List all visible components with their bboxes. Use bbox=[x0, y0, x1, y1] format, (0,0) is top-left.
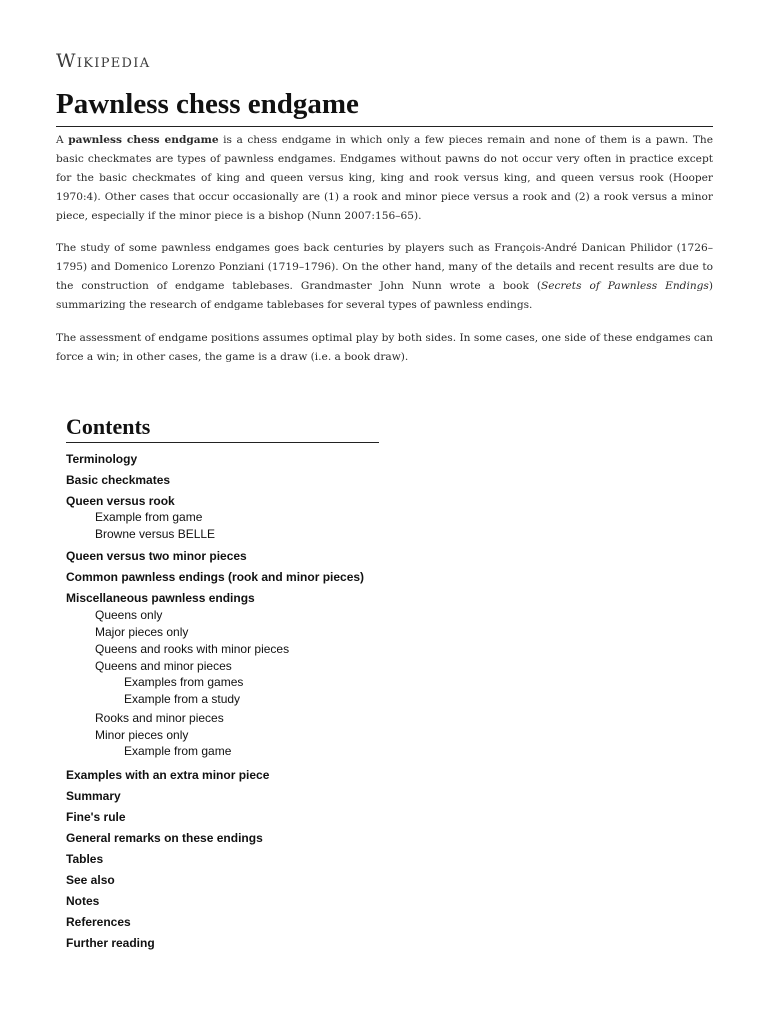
toc-title: Contents bbox=[66, 413, 379, 443]
p2-book-title: Secrets of Pawnless Endings bbox=[541, 280, 709, 292]
toc-item-miscellaneous-pawnless-endings[interactable]: Miscellaneous pawnless endings bbox=[66, 591, 255, 605]
toc-item-browne-versus-belle[interactable]: Browne versus BELLE bbox=[95, 527, 216, 541]
toc-item-further-reading[interactable]: Further reading bbox=[66, 936, 155, 950]
toc-item-summary[interactable]: Summary bbox=[66, 789, 121, 803]
toc-item-queens-and-minor-pieces[interactable]: Queens and minor pieces bbox=[95, 659, 232, 673]
p1-bold-term: pawnless chess endgame bbox=[68, 134, 219, 146]
intro-paragraph-3: The assessment of endgame positions assumes optimal play by both sides. In some cases, one side of these endgames can force a win; in other cases, the game is a draw (i.e. a book draw). bbox=[56, 332, 713, 363]
wikipedia-logo[interactable]: Wikipedia bbox=[56, 50, 151, 72]
page-title: Pawnless chess endgame bbox=[56, 86, 713, 127]
toc-item-fines-rule[interactable]: Fine's rule bbox=[66, 810, 126, 824]
toc-item-example-from-a-study[interactable]: Example from a study bbox=[124, 692, 241, 706]
toc-item-example-from-game-2[interactable]: Example from game bbox=[124, 744, 232, 758]
toc-item-terminology[interactable]: Terminology bbox=[66, 452, 138, 466]
toc-item-common-pawnless-endings[interactable]: Common pawnless endings (rook and minor pieces) bbox=[66, 570, 365, 584]
toc-item-minor-pieces-only[interactable]: Minor pieces only bbox=[95, 728, 189, 742]
toc-item-example-from-game[interactable]: Example from game bbox=[95, 510, 203, 524]
toc-item-queen-versus-rook[interactable]: Queen versus rook bbox=[66, 494, 175, 508]
toc-item-queens-only[interactable]: Queens only bbox=[95, 608, 163, 622]
p2-before: The study of some pawnless endgames goes back centuries by players such as François-André Danican Philidor (1726–1795) and Domenico Lorenzo Ponziani (1719–1796). On the other hand, many of the details and recent results are due to the construction of endgame tablebases. Grandmaster John Nunn wrote a book ( bbox=[56, 242, 713, 292]
toc-item-queen-versus-two-minor-pieces[interactable]: Queen versus two minor pieces bbox=[66, 549, 247, 563]
table-of-contents bbox=[66, 413, 379, 950]
toc-item-examples-from-games[interactable]: Examples from games bbox=[124, 675, 244, 689]
p2-after: ) summarizing the research of endgame tablebases for several types of pawnless endings. bbox=[56, 280, 714, 311]
toc-item-examples-with-extra-minor-piece[interactable]: Examples with an extra minor piece bbox=[66, 768, 270, 782]
toc-item-basic-checkmates[interactable]: Basic checkmates bbox=[66, 473, 171, 487]
intro-paragraph-1 bbox=[56, 131, 713, 226]
toc-item-general-remarks[interactable]: General remarks on these endings bbox=[66, 831, 263, 845]
p1-lead: A bbox=[56, 134, 69, 146]
toc-item-references[interactable]: References bbox=[66, 915, 131, 929]
toc-item-see-also[interactable]: See also bbox=[66, 873, 115, 887]
intro-paragraph-2 bbox=[56, 239, 713, 315]
p1-rest: is a chess endgame in which only a few pieces remain and none of them is a pawn. The basic checkmates are types of pawnless endgames. Endgames without pawns do not occur very often in practice except for the basic checkmates of king and queen versus king, king and rook versus king, and queen versus rook (Hooper 1970:4). Other cases that occur occasionally are (1) a rook and minor piece versus a rook and (2) a rook versus a minor piece, especially if the minor piece is a bishop (Nunn 2007:156–65). bbox=[56, 134, 713, 222]
toc-item-major-pieces-only[interactable]: Major pieces only bbox=[95, 625, 189, 639]
toc-item-queens-and-rooks-with-minor-pieces[interactable]: Queens and rooks with minor pieces bbox=[95, 642, 290, 656]
toc-item-rooks-and-minor-pieces[interactable]: Rooks and minor pieces bbox=[95, 711, 224, 725]
toc-item-tables[interactable]: Tables bbox=[66, 852, 104, 866]
toc-item-notes[interactable]: Notes bbox=[66, 894, 100, 908]
